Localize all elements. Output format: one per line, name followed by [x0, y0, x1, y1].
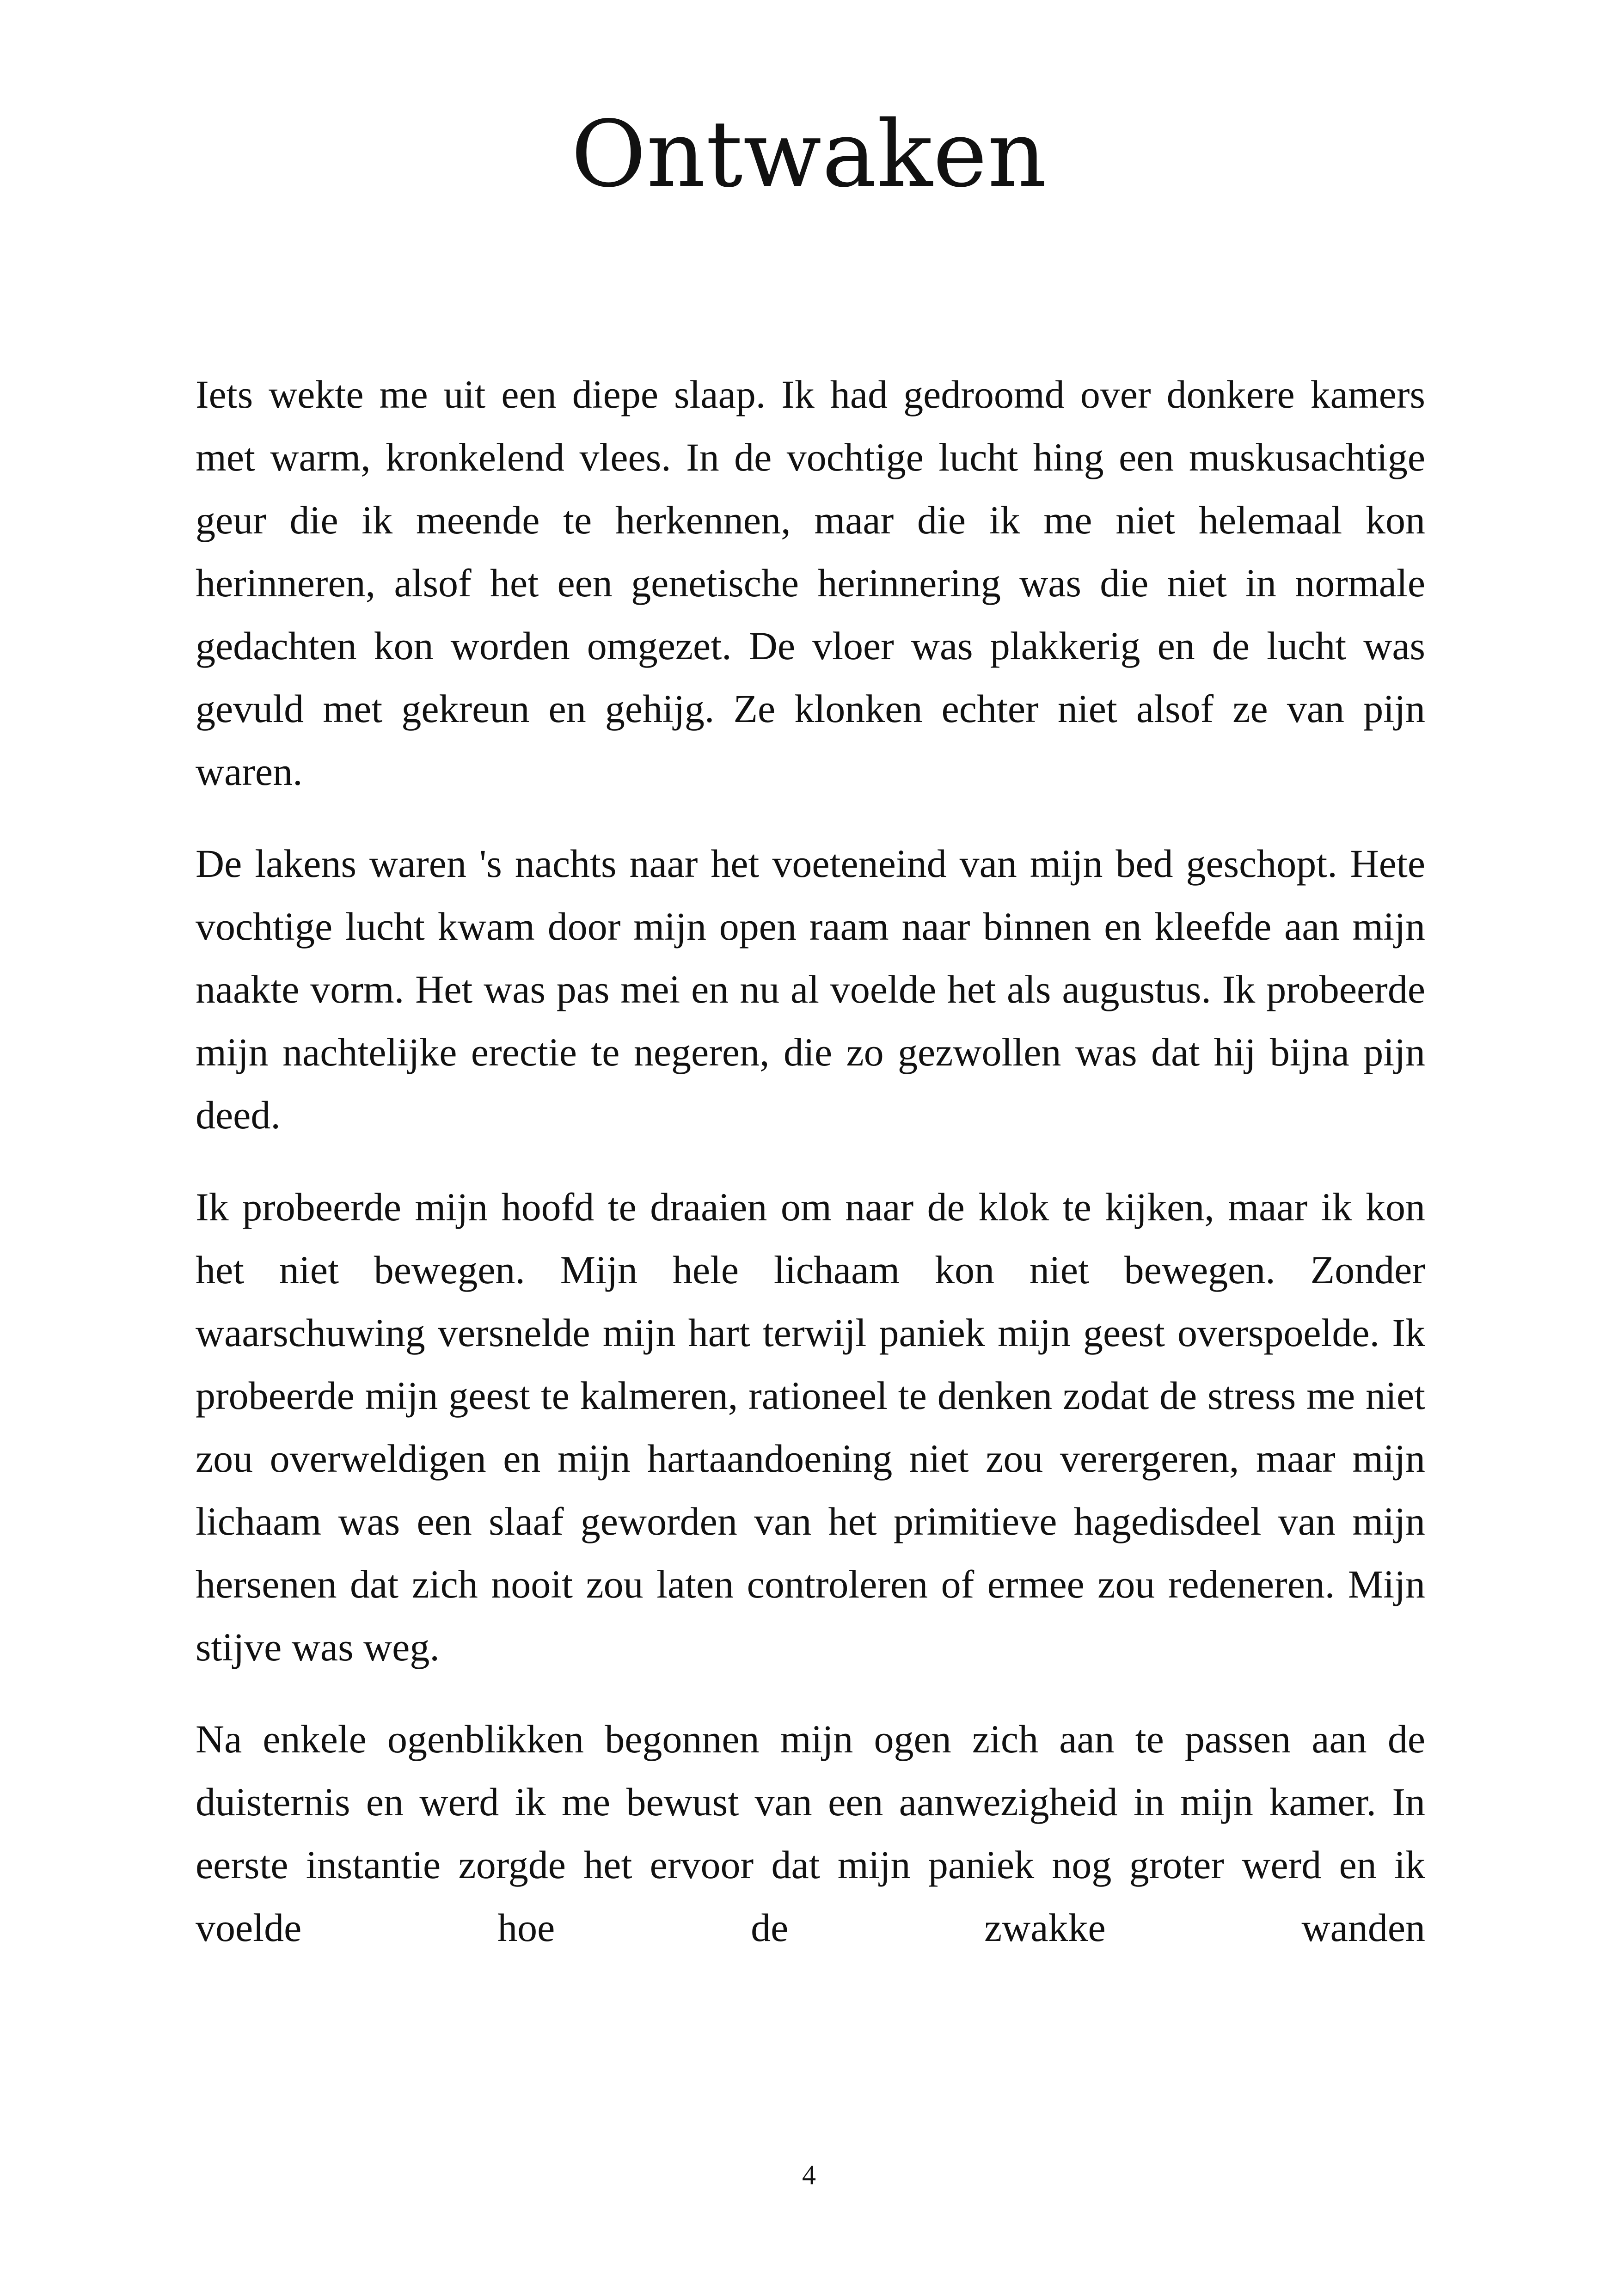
chapter-title: Ontwaken	[571, 101, 1047, 208]
page-number: 4	[802, 2160, 816, 2190]
paragraph-4: Na enkele ogenblikken begonnen mijn ogen zich aan te passen aan de duisternis en werd ik me bewust van een aanwezigheid in mijn kamer. In eerste instantie zorgde het ervoor dat mijn paniek nog groter werd en ik voelde hoe de zwakke wanden	[196, 1717, 1425, 1950]
chapter-body	[196, 363, 1425, 1988]
paragraph-1: Iets wekte me uit een diepe slaap. Ik had gedroomd over donkere kamers met warm, kronkelend vlees. In de vochtige lucht hing een muskusachtige geur die ik meende te herkennen, maar die ik me niet helemaal kon herinneren, alsof het een genetische herinnering was die niet in normale gedachten kon worden omgezet. De vloer was plakkerig en de lucht was gevuld met gekreun en gehijg. Ze klonken echter niet alsof ze van pijn waren.	[196, 372, 1425, 794]
paragraph-2: De lakens waren 's nachts naar het voeteneind van mijn bed geschopt. Hete vochtige lucht kwam door mijn open raam naar binnen en kleefde aan mijn naakte vorm. Het was pas mei en nu al voelde het als augustus. Ik probeerde mijn nachtelijke erectie te negeren, die zo gezwollen was dat hij bijna pijn deed.	[196, 841, 1425, 1137]
paragraph-3: Ik probeerde mijn hoofd te draaien om naar de klok te kijken, maar ik kon het niet bewegen. Mijn hele lichaam kon niet bewegen. Zonder waarschuwing versnelde mijn hart terwijl paniek mijn geest overspoelde. Ik probeerde mijn geest te kalmeren, rationeel te denken zodat de stress me niet zou overweldigen en mijn hartaandoening niet zou verergeren, maar mijn lichaam was een slaaf geworden van het primitieve hagedisdeel van mijn hersenen dat zich nooit zou laten controleren of ermee zou redeneren. Mijn stijve was weg.	[196, 1185, 1425, 1669]
